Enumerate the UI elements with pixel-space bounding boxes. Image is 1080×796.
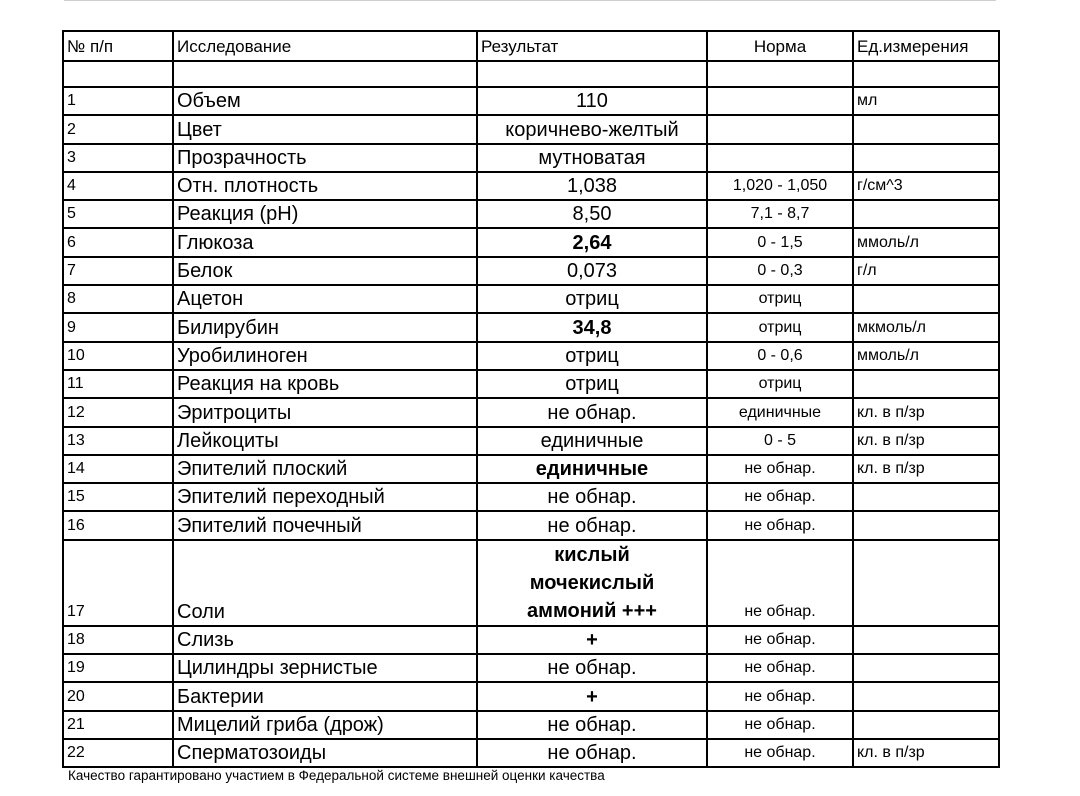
row-test: Цвет: [173, 115, 477, 143]
table-row: [63, 257, 999, 285]
row-unit: мкмоль/л: [853, 313, 999, 341]
row-result: 1,038: [477, 172, 707, 200]
row-norm: 0 - 1,5: [707, 228, 853, 256]
row-result: не обнар.: [477, 654, 707, 682]
row-unit: кл. в п/зр: [853, 455, 999, 483]
row-num: 16: [63, 511, 173, 539]
row-num: 3: [63, 144, 173, 172]
cut-off-top-line: [64, 0, 996, 4]
row-test: Объем: [173, 87, 477, 115]
row-unit: [853, 511, 999, 539]
row-unit: [853, 285, 999, 313]
row-result: отриц: [477, 370, 707, 398]
row-unit: [853, 711, 999, 739]
row-num: 10: [63, 342, 173, 370]
row-result: не обнар.: [477, 711, 707, 739]
row-norm: 0 - 0,6: [707, 342, 853, 370]
row-norm: не обнар.: [707, 739, 853, 767]
row-num: 9: [63, 313, 173, 341]
row-norm: [707, 87, 853, 115]
salts-line: кислый: [554, 543, 630, 566]
row-norm: 7,1 - 8,7: [707, 200, 853, 228]
row-result: единичные: [477, 427, 707, 455]
row-num: 2: [63, 115, 173, 143]
row-test: Отн. плотность: [173, 172, 477, 200]
row-test: Соли: [173, 540, 477, 626]
table-row: [63, 285, 999, 313]
row-result: отриц: [477, 342, 707, 370]
row-result-abnormal: +: [477, 682, 707, 710]
header-num: № п/п: [63, 31, 173, 61]
row-norm: не обнар.: [707, 682, 853, 710]
table-row: [63, 313, 999, 341]
table-row: [63, 172, 999, 200]
table-row: [63, 87, 999, 115]
row-result-abnormal: 2,64: [477, 228, 707, 256]
header-norm: Норма: [707, 31, 853, 61]
row-num: 14: [63, 455, 173, 483]
row-unit: кл. в п/зр: [853, 739, 999, 767]
row-num: 22: [63, 739, 173, 767]
header-unit: Ед.измерения: [853, 31, 999, 61]
row-norm: отриц: [707, 285, 853, 313]
row-result-abnormal: +: [477, 626, 707, 654]
row-result-abnormal: 34,8: [477, 313, 707, 341]
row-test: Эпителий почечный: [173, 511, 477, 539]
row-norm: [707, 144, 853, 172]
row-test: Реакция (pH): [173, 200, 477, 228]
row-test: Белок: [173, 257, 477, 285]
row-num: 21: [63, 711, 173, 739]
row-unit: [853, 200, 999, 228]
blank-row: [63, 61, 999, 87]
row-test: Цилиндры зернистые: [173, 654, 477, 682]
quality-footer-note: Качество гарантировано участием в Федеральной системе внешней оценки качества: [68, 768, 605, 783]
row-norm: отриц: [707, 313, 853, 341]
row-test: Эпителий переходный: [173, 483, 477, 511]
row-result: мутноватая: [477, 144, 707, 172]
row-result-abnormal: единичные: [477, 455, 707, 483]
table-row: [63, 455, 999, 483]
row-result: 110: [477, 87, 707, 115]
row-norm: не обнар.: [707, 483, 853, 511]
row-norm: не обнар.: [707, 711, 853, 739]
row-unit: г/л: [853, 257, 999, 285]
table-row: [63, 511, 999, 539]
row-unit: [853, 144, 999, 172]
row-test: Билирубин: [173, 313, 477, 341]
salts-line: аммоний +++: [527, 599, 657, 622]
row-unit: ммоль/л: [853, 342, 999, 370]
table-header-row: [63, 31, 999, 61]
row-norm: не обнар.: [707, 654, 853, 682]
row-test: Слизь: [173, 626, 477, 654]
table-row: [63, 342, 999, 370]
row-result: не обнар.: [477, 398, 707, 426]
row-norm: 0 - 0,3: [707, 257, 853, 285]
row-test: Реакция на кровь: [173, 370, 477, 398]
row-num: 13: [63, 427, 173, 455]
table-row: [63, 200, 999, 228]
urinalysis-results-table: [62, 30, 1000, 768]
row-test: Эритроциты: [173, 398, 477, 426]
table-row: [63, 144, 999, 172]
table-row: [63, 711, 999, 739]
row-norm: не обнар.: [707, 626, 853, 654]
row-test: Уробилиноген: [173, 342, 477, 370]
row-norm: [707, 115, 853, 143]
row-unit: мл: [853, 87, 999, 115]
row-test: Бактерии: [173, 682, 477, 710]
row-test: Мицелий гриба (дрож): [173, 711, 477, 739]
row-norm: единичные: [707, 398, 853, 426]
row-norm: 1,020 - 1,050: [707, 172, 853, 200]
row-result: 8,50: [477, 200, 707, 228]
row-num: 11: [63, 370, 173, 398]
table-row: [63, 654, 999, 682]
header-test: Исследование: [173, 31, 477, 61]
row-unit: ммоль/л: [853, 228, 999, 256]
row-norm: не обнар.: [707, 455, 853, 483]
row-unit: кл. в п/зр: [853, 398, 999, 426]
row-result: отриц: [477, 285, 707, 313]
row-result: коричнево-желтый: [477, 115, 707, 143]
table-row: [63, 739, 999, 767]
table-row: [63, 115, 999, 143]
table-row: [63, 370, 999, 398]
row-result-abnormal: [477, 540, 707, 626]
row-num: 4: [63, 172, 173, 200]
row-norm: 0 - 5: [707, 427, 853, 455]
row-result: 0,073: [477, 257, 707, 285]
row-unit: [853, 370, 999, 398]
row-unit: г/см^3: [853, 172, 999, 200]
table-row: [63, 427, 999, 455]
row-test: Эпителий плоский: [173, 455, 477, 483]
table-row: [63, 483, 999, 511]
row-unit: кл. в п/зр: [853, 427, 999, 455]
row-unit: [853, 115, 999, 143]
row-num: 19: [63, 654, 173, 682]
row-num: 8: [63, 285, 173, 313]
row-num: 7: [63, 257, 173, 285]
row-num: 12: [63, 398, 173, 426]
row-norm: отриц: [707, 370, 853, 398]
row-num: 6: [63, 228, 173, 256]
row-num: 1: [63, 87, 173, 115]
row-result: не обнар.: [477, 739, 707, 767]
row-test: Прозрачность: [173, 144, 477, 172]
row-norm: не обнар.: [707, 540, 853, 626]
row-num: 15: [63, 483, 173, 511]
header-result: Результат: [477, 31, 707, 61]
row-test: Глюкоза: [173, 228, 477, 256]
row-num: 18: [63, 626, 173, 654]
row-test: Сперматозоиды: [173, 739, 477, 767]
table-row: [63, 540, 999, 626]
row-test: Лейкоциты: [173, 427, 477, 455]
row-num: 5: [63, 200, 173, 228]
table-row: [63, 228, 999, 256]
row-num: 17: [63, 540, 173, 626]
table-row: [63, 398, 999, 426]
row-result: не обнар.: [477, 483, 707, 511]
row-test: Ацетон: [173, 285, 477, 313]
row-unit: [853, 626, 999, 654]
row-unit: [853, 483, 999, 511]
row-unit: [853, 682, 999, 710]
salts-line: мочекислый: [529, 571, 655, 594]
table-row: [63, 626, 999, 654]
row-norm: не обнар.: [707, 511, 853, 539]
row-unit: [853, 654, 999, 682]
row-result: не обнар.: [477, 511, 707, 539]
row-num: 20: [63, 682, 173, 710]
table-row: [63, 682, 999, 710]
row-unit: [853, 540, 999, 626]
